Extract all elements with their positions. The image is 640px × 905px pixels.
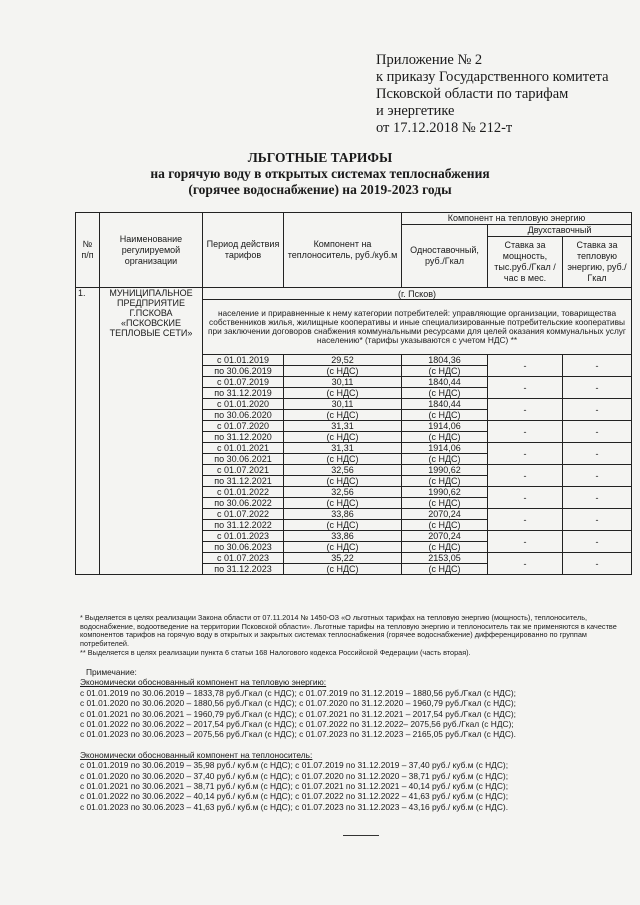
carrier-line: с 01.01.2021 по 30.06.2021 – 38,71 руб./ куб.м (с НДС); с 01.07.2021 по 31.12.2021 – 40,14 руб./ куб.м (с НДС);: [80, 781, 509, 792]
power-rate-value: -: [488, 531, 563, 553]
power-rate-value: -: [488, 553, 563, 575]
thermal-vat-note: (с НДС): [402, 476, 488, 487]
document-title: [0, 150, 640, 198]
header-two-rate: Двухставочный: [488, 225, 632, 237]
thermal-vat-note: (с НДС): [402, 520, 488, 531]
carrier-line: с 01.01.2022 по 30.06.2022 – 40,14 руб./ куб.м (с НДС); с 01.07.2022 по 31.12.2022 – 41,63 руб./ куб.м (с НДС);: [80, 791, 509, 802]
thermal-vat-note: (с НДС): [402, 542, 488, 553]
carrier-value: 33,86: [284, 509, 402, 520]
appendix-line: Приложение № 2: [376, 52, 483, 68]
thermal-vat-note: (с НДС): [402, 388, 488, 399]
thermal-vat-note: (с НДС): [402, 432, 488, 443]
carrier-value: 31,31: [284, 421, 402, 432]
carrier-vat-note: (с НДС): [284, 410, 402, 421]
energy-rate-value: -: [563, 377, 632, 399]
thermal-vat-note: (с НДС): [402, 454, 488, 465]
appendix-line: и энергетике: [376, 103, 455, 119]
title-line: на горячую воду в открытых системах теплоснабжения: [150, 166, 490, 181]
header-thermal-component: Компонент на тепловую энергию: [402, 213, 632, 225]
power-rate-value: -: [488, 399, 563, 421]
thermal-vat-note: (с НДС): [402, 564, 488, 575]
notes-section: [80, 667, 636, 812]
period-to: по 30.06.2020: [203, 410, 284, 421]
footnote-double-star: ** Выделяется в целях реализации пункта 6 статьи 168 Налогового кодекса Российской Федерации (часть вторая).: [80, 647, 471, 657]
carrier-heading: Экономически обоснованный компонент на теплоноситель:: [80, 749, 313, 760]
energy-rate-value: -: [563, 509, 632, 531]
carrier-vat-note: (с НДС): [284, 388, 402, 399]
period-to: по 30.06.2023: [203, 542, 284, 553]
thermal-value: 1840,44: [402, 399, 488, 410]
power-rate-value: -: [488, 465, 563, 487]
energy-rate-value: -: [563, 421, 632, 443]
period-to: по 31.12.2019: [203, 388, 284, 399]
period-to: по 30.06.2021: [203, 454, 284, 465]
thermal-line: с 01.01.2020 по 30.06.2020 – 1880,56 руб./Гкал (с НДС); с 01.07.2020 по 31.12.2020 – 1960,79 руб./Гкал (с НДС);: [80, 698, 517, 709]
power-rate-value: -: [488, 443, 563, 465]
tariff-table: [75, 212, 632, 575]
header-power-rate: Ставка за мощность, тыс.руб./Гкал /час в мес.: [488, 237, 563, 288]
carrier-vat-note: (с НДС): [284, 454, 402, 465]
energy-rate-value: -: [563, 465, 632, 487]
thermal-vat-note: (с НДС): [402, 498, 488, 509]
closing-rule: [343, 835, 379, 836]
carrier-vat-note: (с НДС): [284, 432, 402, 443]
appendix-line: к приказу Государственного комитета: [376, 69, 609, 85]
thermal-value: 1990,62: [402, 465, 488, 476]
power-rate-value: -: [488, 355, 563, 377]
carrier-value: 35,22: [284, 553, 402, 564]
carrier-vat-note: (с НДС): [284, 542, 402, 553]
energy-rate-value: -: [563, 487, 632, 509]
energy-rate-value: -: [563, 531, 632, 553]
carrier-value: 32,56: [284, 487, 402, 498]
period-to: по 31.12.2020: [203, 432, 284, 443]
period-from: с 01.01.2021: [203, 443, 284, 454]
thermal-value: 2153,05: [402, 553, 488, 564]
header-carrier-component: Компонент на теплоноситель, руб./куб.м: [284, 213, 402, 288]
carrier-line: с 01.01.2019 по 30.06.2019 – 35,98 руб./ куб.м (с НДС); с 01.07.2019 по 31.12.2019 – 37,40 руб./ куб.м (с НДС);: [80, 760, 509, 771]
header-energy-rate: Ставка за тепловую энергию, руб./Гкал: [563, 237, 632, 288]
consumer-category: население и приравненные к нему категории потребителей: управляющие организации, товарищества собственников жилья, жилищные кооперативы и иные специализированные потребительские кооперативы при заключении договоров снабжения коммунальными ресурсами для целей оказания коммунальных услуг населению* (тарифы указываются с учетом НДС) **: [203, 300, 632, 355]
thermal-vat-note: (с НДС): [402, 410, 488, 421]
thermal-value: 1840,44: [402, 377, 488, 388]
energy-rate-value: -: [563, 553, 632, 575]
carrier-value: 29,52: [284, 355, 402, 366]
period-from: с 01.01.2019: [203, 355, 284, 366]
carrier-value: 30,11: [284, 399, 402, 410]
appendix-line: Псковской области по тарифам: [376, 86, 569, 102]
thermal-vat-note: (с НДС): [402, 366, 488, 377]
period-to: по 31.12.2023: [203, 564, 284, 575]
period-to: по 31.12.2021: [203, 476, 284, 487]
power-rate-value: -: [488, 421, 563, 443]
header-period: Период действия тарифов: [203, 213, 284, 288]
organization-name: МУНИЦИПАЛЬНОЕ ПРЕДПРИЯТИЕ Г.ПСКОВА «ПСКОВСКИЕ ТЕПЛОВЫЕ СЕТИ»: [100, 288, 203, 575]
row-number: 1.: [76, 288, 100, 575]
period-from: с 01.01.2022: [203, 487, 284, 498]
power-rate-value: -: [488, 377, 563, 399]
title-line: (горячее водоснабжение) на 2019-2023 годы: [188, 182, 452, 197]
header-number: № п/п: [76, 213, 100, 288]
period-from: с 01.07.2019: [203, 377, 284, 388]
carrier-vat-note: (с НДС): [284, 476, 402, 487]
footnotes: [80, 614, 636, 658]
energy-rate-value: -: [563, 443, 632, 465]
carrier-vat-note: (с НДС): [284, 366, 402, 377]
period-from: с 01.07.2022: [203, 509, 284, 520]
notes-title: Примечание:: [86, 667, 137, 677]
thermal-value: 1914,06: [402, 443, 488, 454]
header-single-rate: Одноставочный, руб./Гкал: [402, 225, 488, 288]
period-to: по 30.06.2022: [203, 498, 284, 509]
carrier-line: с 01.01.2020 по 30.06.2020 – 37,40 руб./ куб.м (с НДС); с 01.07.2020 по 31.12.2020 – 38,71 руб./ куб.м (с НДС);: [80, 770, 509, 781]
appendix-line: от 17.12.2018 № 212-т: [376, 120, 513, 136]
thermal-value: 1990,62: [402, 487, 488, 498]
carrier-vat-note: (с НДС): [284, 498, 402, 509]
period-to: по 30.06.2019: [203, 366, 284, 377]
period-from: с 01.07.2023: [203, 553, 284, 564]
carrier-value: 32,56: [284, 465, 402, 476]
period-from: с 01.07.2021: [203, 465, 284, 476]
header-organization: Наименование регулируемой организации: [100, 213, 203, 288]
period-from: с 01.01.2023: [203, 531, 284, 542]
energy-rate-value: -: [563, 355, 632, 377]
thermal-value: 1804,36: [402, 355, 488, 366]
power-rate-value: -: [488, 509, 563, 531]
thermal-line: с 01.01.2023 по 30.06.2023 – 2075,56 руб./Гкал (с НДС); с 01.07.2023 по 31.12.2023 – 2165,05 руб./Гкал (с НДС).: [80, 729, 517, 740]
energy-rate-value: -: [563, 399, 632, 421]
thermal-heading: Экономически обоснованный компонент на тепловую энергию:: [80, 677, 327, 688]
power-rate-value: -: [488, 487, 563, 509]
appendix-block: [376, 52, 631, 137]
carrier-value: 33,86: [284, 531, 402, 542]
title-line: ЛЬГОТНЫЕ ТАРИФЫ: [247, 150, 393, 165]
footnote-single-star: * Выделяется в целях реализации Закона области от 07.11.2014 № 1450-ОЗ «О льготных тарифах на тепловую энергию (мощность), теплоноситель, водоснабжение, водоотведение на территории Псковской области». Льготные тарифы на тепловую энергию и теплоноситель так же применяются в качестве компонентов тарифов на горячую воду в открытых и закрытых системах теплоснабжения (горячее водоснабжение) дифференцированно по группам потребителей.: [80, 613, 617, 649]
carrier-line: с 01.01.2023 по 30.06.2023 – 41,63 руб./ куб.м (с НДС); с 01.07.2023 по 31.12.2023 – 43,16 руб./ куб.м (с НДС).: [80, 801, 509, 812]
period-from: с 01.07.2020: [203, 421, 284, 432]
city-label: (г. Псков): [203, 288, 632, 300]
carrier-value: 30,11: [284, 377, 402, 388]
period-to: по 31.12.2022: [203, 520, 284, 531]
period-from: с 01.01.2020: [203, 399, 284, 410]
thermal-line: с 01.01.2019 по 30.06.2019 – 1833,78 руб./Гкал (с НДС); с 01.07.2019 по 31.12.2019 – 1880,56 руб./Гкал (с НДС);: [80, 687, 517, 698]
thermal-value: 2070,24: [402, 531, 488, 542]
carrier-vat-note: (с НДС): [284, 520, 402, 531]
thermal-line: с 01.01.2021 по 30.06.2021 – 1960,79 руб./Гкал (с НДС); с 01.07.2021 по 31.12.2021 – 2017,54 руб./Гкал (с НДС);: [80, 708, 517, 719]
carrier-value: 31,31: [284, 443, 402, 454]
thermal-value: 1914,06: [402, 421, 488, 432]
carrier-vat-note: (с НДС): [284, 564, 402, 575]
thermal-line: с 01.01.2022 по 30.06.2022 – 2017,54 руб./Гкал (с НДС); с 01.07.2022 по 31.12.2022– 2075,56 руб./Гкал (с НДС);: [80, 719, 514, 730]
thermal-value: 2070,24: [402, 509, 488, 520]
